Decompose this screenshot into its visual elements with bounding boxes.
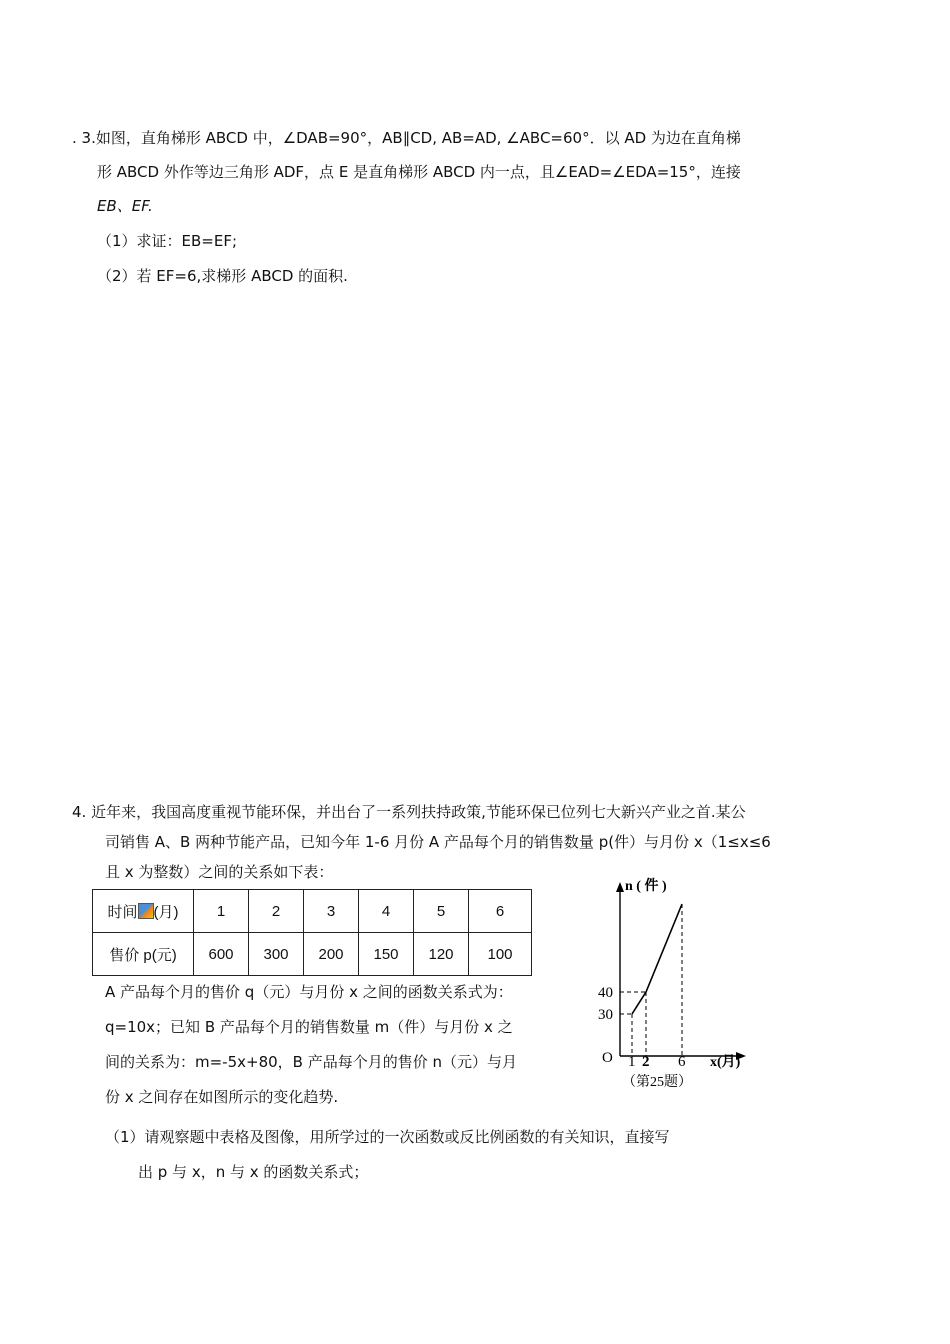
table-cell: 1 (194, 890, 249, 933)
table-header-time: 时间 (月) (93, 890, 194, 933)
x-tick-label: 2 (642, 1054, 650, 1070)
problem3-part2: （2）若 EF=6,求梯形 ABCD 的面积. (97, 267, 348, 285)
problem4-line1: 4. 近年来，我国高度重视节能环保，并出台了一系列扶持政策,节能环保已位列七大新兴产业之首.某公 (72, 803, 746, 821)
table-cell: 3 (304, 890, 359, 933)
x-tick-label: 1 (628, 1054, 636, 1070)
table-cell: 150 (359, 933, 414, 976)
problem4-text3: 间的关系为：m=-5x+80，B 产品每个月的售价 n（元）与月 (105, 1053, 518, 1071)
y-tick-label: 40 (598, 985, 613, 1001)
origin-label: O (602, 1050, 613, 1066)
price-table (92, 889, 532, 976)
y-tick-label: 30 (598, 1007, 613, 1023)
problem4-part1b: 出 p 与 x，n 与 x 的函数关系式； (138, 1163, 369, 1181)
problem4-line3: 且 x 为整数）之间的关系如下表： (105, 863, 334, 881)
table-cell: 6 (469, 890, 532, 933)
problem3-line3: EB、EF. (97, 197, 153, 215)
series-line (632, 904, 682, 1014)
table-header-price: 售价 p(元) (93, 933, 194, 976)
problem4-line2: 司销售 A、B 两种节能产品，已知今年 1-6 月份 A 产品每个月的销售数量 p(件）与月份 x（1≤x≤6 (105, 833, 771, 851)
table-cell: 600 (194, 933, 249, 976)
x-tick-label: 6 (678, 1054, 686, 1070)
problem3-part1: （1）求证：EB=EF; (97, 232, 238, 250)
figure-caption: （第25题） (622, 1075, 692, 1090)
problem3-line1: . 3.如图，直角梯形 ABCD 中，∠DAB=90°，AB∥CD, AB=AD, ∠ABC=60°．以 AD 为边在直角梯 (72, 129, 741, 147)
price-trend-graph (590, 870, 770, 1100)
x-axis-label: x(月) (710, 1055, 741, 1070)
table-cell: 2 (249, 890, 304, 933)
table-cell: 200 (304, 933, 359, 976)
table-cell: 4 (359, 890, 414, 933)
problem4-text1: A 产品每个月的售价 q（元）与月份 x 之间的函数关系式为： (105, 983, 513, 1001)
problem4-text2: q=10x；已知 B 产品每个月的销售数量 m（件）与月份 x 之 (105, 1018, 513, 1036)
image-placeholder-icon (138, 903, 154, 919)
y-axis-arrow-icon (616, 882, 624, 892)
problem4-text4: 份 x 之间存在如图所示的变化趋势. (105, 1088, 339, 1106)
y-axis-label: n ( 件 ) (625, 879, 667, 894)
table-row (93, 890, 532, 933)
table-cell: 5 (414, 890, 469, 933)
table-cell: 300 (249, 933, 304, 976)
table-cell: 120 (414, 933, 469, 976)
problem3-line2: 形 ABCD 外作等边三角形 ADF，点 E 是直角梯形 ABCD 内一点，且∠EAD=∠EDA=15°，连接 (97, 163, 741, 181)
problem4-part1a: （1）请观察题中表格及图像，用所学过的一次函数或反比例函数的有关知识，直接写 (105, 1128, 670, 1146)
table-cell: 100 (469, 933, 532, 976)
table-row (93, 933, 532, 976)
